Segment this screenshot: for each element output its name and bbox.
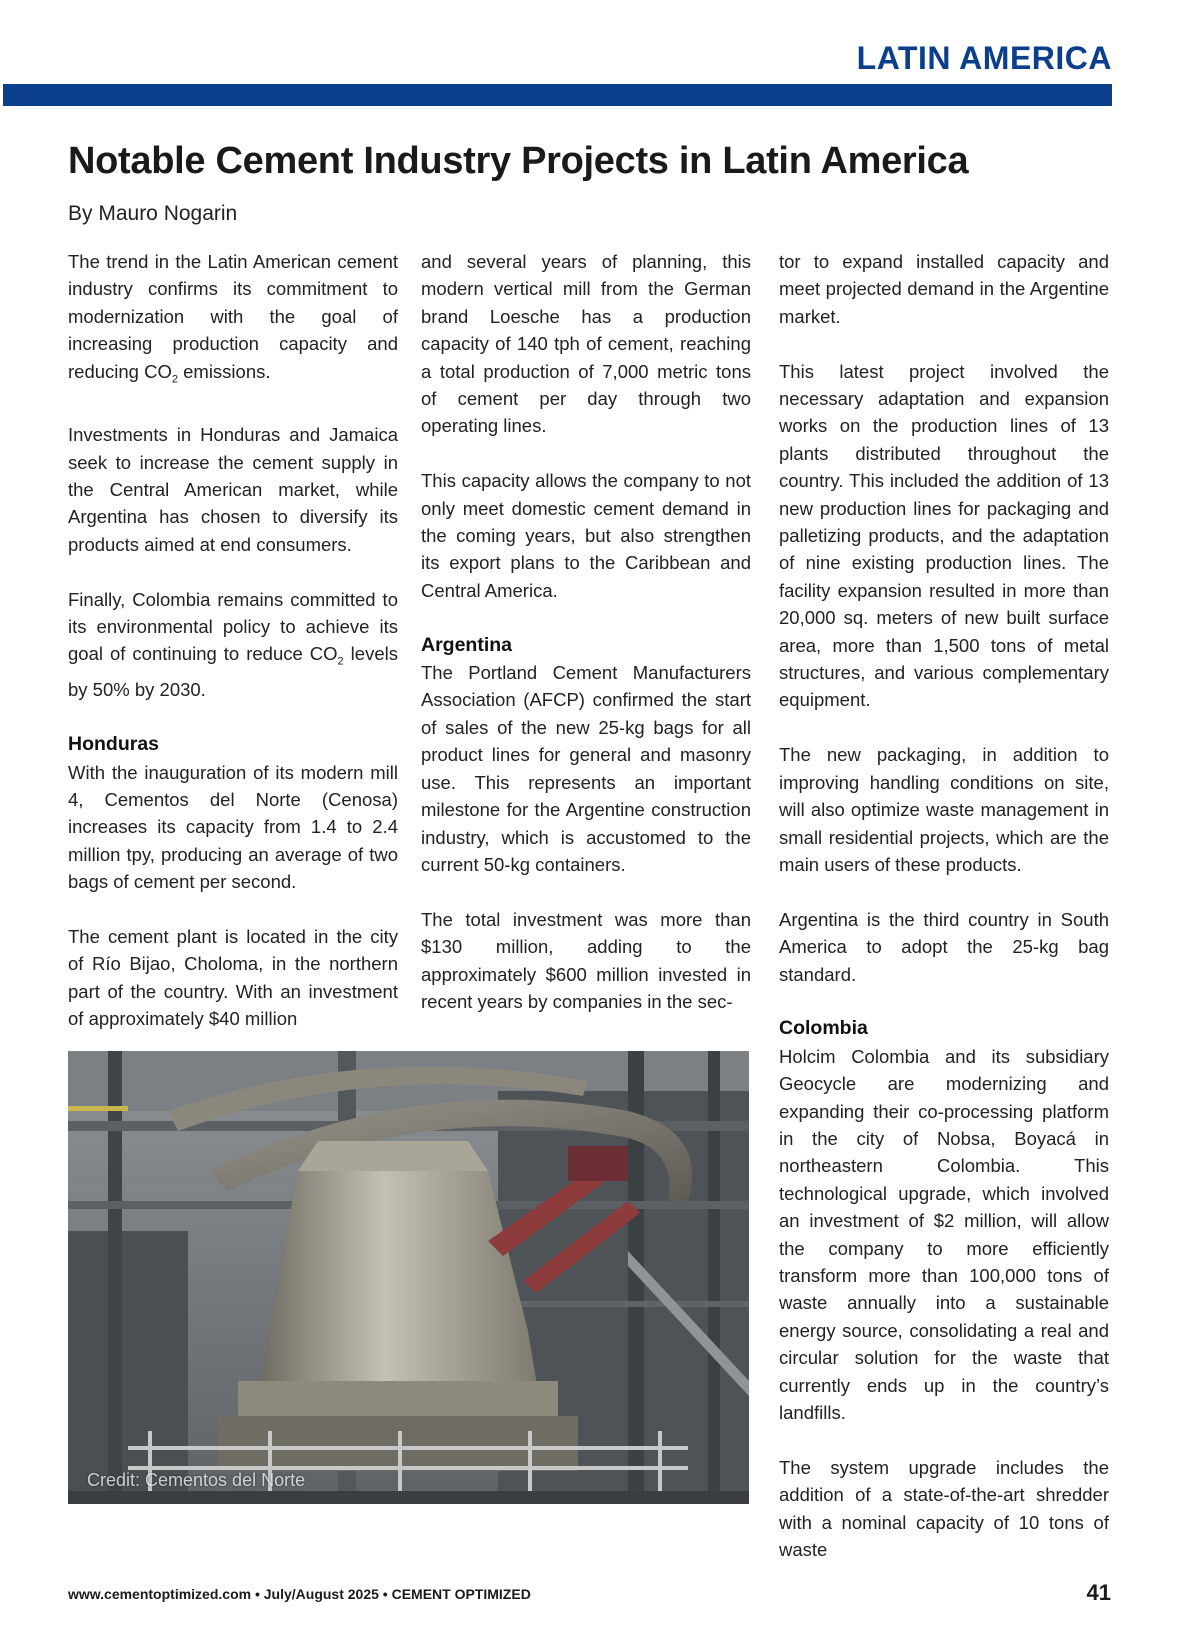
heading-argentina: Argentina <box>421 633 513 656</box>
paragraph: The system upgrade includes the addition of a state-of-the-art shredder with a nominal capacity of 10 tons of waste <box>779 1456 1109 1561</box>
heading-colombia: Colombia <box>779 1017 868 1040</box>
paragraph: and several years of planning, this modern vertical mill from the German brand Loesche has a production capacity of 140 tph of cement, reaching a total production of 7,000 metric tons of cement per day through two operating lines. <box>421 251 751 437</box>
section-label: LATIN AMERICA <box>856 40 1112 76</box>
paragraph: Finally, Colombia remains committed to its environmental policy to achieve its goal of continuing to reduce $CO_2$ levels by 50% by 2030. <box>68 588 398 701</box>
paragraph: The trend in the Latin American cement industry confirms its commitment to modernization with the goal of increasing production capacity and reducing $CO_2$ emissions. <box>68 251 398 386</box>
paragraph: The total investment was more than $130 million, adding to the approximately $600 million invested in recent years by companies in the sec- <box>421 908 751 1012</box>
column-3 <box>779 248 1109 1591</box>
paragraph: Investments in Honduras and Jamaica seek to increase the cement supply in the Central American market, while Argentina has chosen to diversify its products aimed at end consumers. <box>68 424 398 555</box>
heading-honduras: Honduras <box>68 733 160 756</box>
page-number: 41 <box>1086 1580 1111 1605</box>
paragraph: With the inauguration of its modern mill 4, Cementos del Norte (Cenosa) increases its capacity from 1.4 to 2.4 million tpy, producing an average of two bags of cement per second. <box>68 761 398 893</box>
article-title: Notable Cement Industry Projects in Latin America <box>68 140 969 182</box>
paragraph: The Portland Cement Manufacturers Association (AFCP) confirmed the start of sales of the new 25-kg bags for all product lines for general and masonry use. This represents an important milestone for the Argentine construction industry, which is accustomed to the current 50-kg containers. <box>421 662 751 875</box>
photo-credit: Credit: Cementos del Norte <box>87 1470 306 1490</box>
mill-photo <box>68 1051 749 1504</box>
footer-text: www.cementoptimized.com • July/August 2025 • CEMENT OPTIMIZED <box>68 1586 531 1602</box>
mill-illustration <box>68 1051 749 1504</box>
paragraph: Holcim Colombia and its subsidiary Geocycle are modernizing and expanding their co-processing platform in the city of Nobsa, Boyacá in northeastern Colombia. This technological upgrade, which involved an investment of $2 million, will allow the company to more efficiently transform more than 100,000 tons of waste annually into a sustainable energy source, consolidating a real and circular solution for the waste that currently ends up in the country’s landfills. <box>779 1045 1109 1423</box>
column-1 <box>68 248 398 1060</box>
paragraph: The new packaging, in addition to improving handling conditions on site, will also optimize waste management in small residential projects, which are the main users of these products. <box>779 744 1109 875</box>
paragraph: tor to expand installed capacity and meet projected demand in the Argentine market. <box>779 251 1109 327</box>
column-2 <box>421 248 751 1043</box>
paragraph: Argentina is the third country in South America to adopt the 25-kg bag standard. <box>779 908 1109 985</box>
paragraph: This capacity allows the company to not only meet domestic cement demand in the coming years, but also strengthen its export plans to the Caribbean and Central America. <box>421 470 751 601</box>
header-bar <box>3 84 1112 106</box>
byline: By Mauro Nogarin <box>68 202 238 225</box>
paragraph: The cement plant is located in the city of Río Bijao, Choloma, in the northern part of the country. With an investment of approximately $40 million <box>68 926 398 1030</box>
paragraph: This latest project involved the necessary adaptation and expansion works on the production lines of 13 plants distributed throughout the country. This included the addition of 13 new production lines for packaging and palletizing products, and the adaptation of nine existing production lines. The facility expansion resulted in more than 20,000 sq. meters of new built surface area, more than 1,500 tons of metal structures, and various complementary equipment. <box>779 360 1109 711</box>
